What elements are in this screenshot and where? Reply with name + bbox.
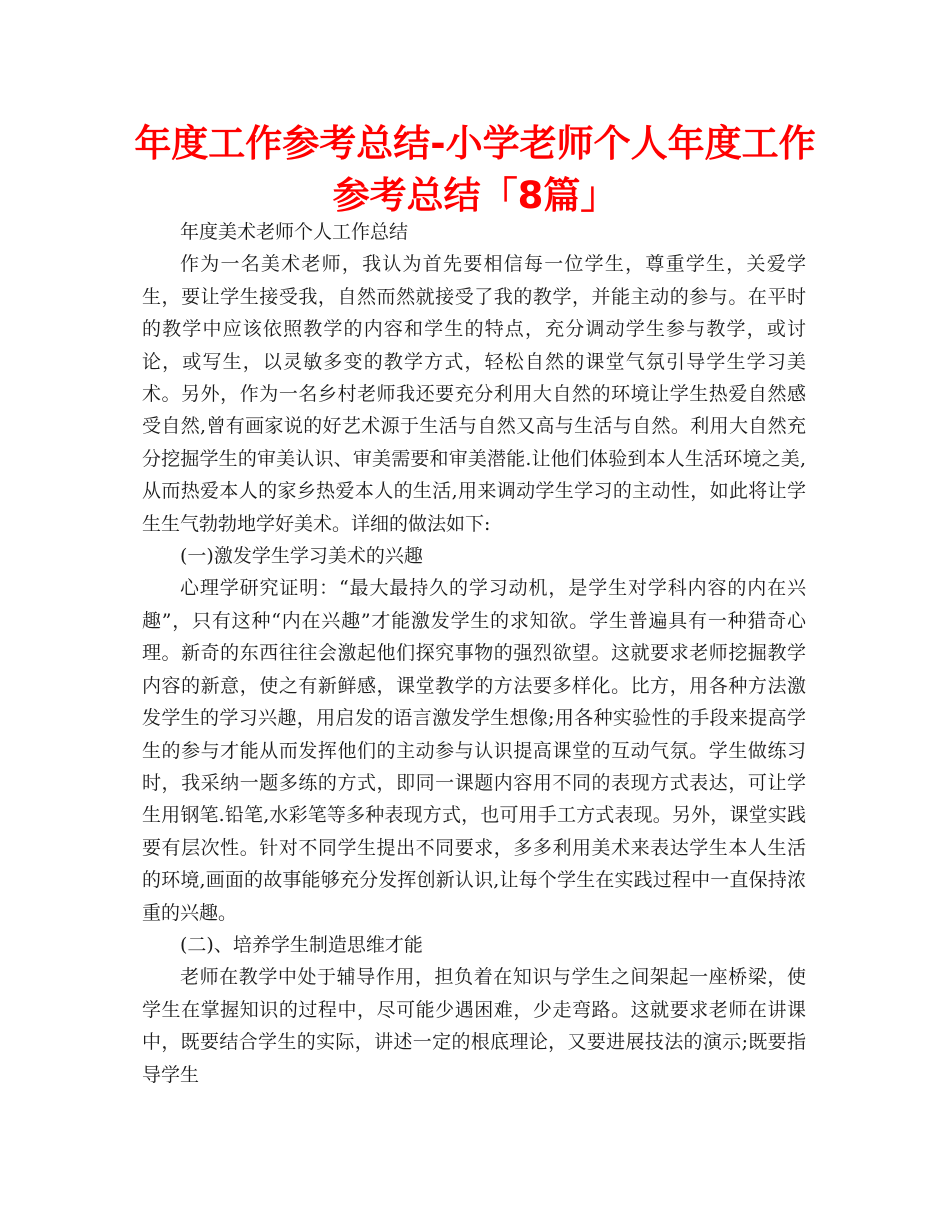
section-heading: 年度美术老师个人工作总结	[180, 221, 409, 243]
paragraph: 作为一名美术老师，我认为首先要相信每一位学生，尊重学生，关爱学生，要让学生接受我，自然而然就接受了我的教学，并能主动的参与。在平时的教学中应该依照教学的内容和学生的特点，充分调动学生参与教学，或讨论，或写生，以灵敏多变的教学方式，轻松自然的课堂气氛引导学生学习美术。另外，作为一名乡村老师我还要充分利用大自然的环境让学生热爱自然感受自然,曾有画家说的好艺术源于生活与自然又高与生活与自然。利用大自然充分挖掘学生的审美认识、审美需要和审美潜能.让他们体验到本人生活环境之美,从而热爱本人的家乡热爱本人的生活,用来调动学生学习的主动性，如此将让学生生气勃勃地学好美术。详细的做法如下:	[142, 253, 806, 535]
subsection-heading: (二)、培养学生制造思维才能	[180, 933, 423, 956]
paragraph: 心理学研究证明：“最大最持久的学习动机，是学生对学科内容的内在兴趣”，只有这种“内在兴趣”才能激发学生的求知欲。学生普遍具有一种猎奇心理。新奇的东西往往会激起他们探究事物的强烈欲望。这就要求老师挖掘教学内容的新意，使之有新鲜感，课堂教学的方法要多样化。比方，用各种方法激发学生的学习兴趣，用启发的语言激发学生想像;用各种实验性的手段来提高学生的参与才能从而发挥他们的主动参与认识提高课堂的互动气氛。学生做练习时，我采纳一题多练的方式，即同一课题内容用不同的表现方式表达，可让学生用钢笔.铅笔,水彩笔等多种表现方式，也可用手工方式表现。另外，课堂实践要有层次性。针对不同学生提出不同要求，多多利用美术来表达学生本人生活的环境,画面的故事能够充分发挥创新认识,让每个学生在实践过程中一直保持浓重的兴趣。	[142, 577, 806, 924]
document-body	[142, 216, 806, 1091]
subsection-heading: (一)激发学生学习美术的兴趣	[180, 545, 423, 568]
paragraph: 老师在教学中处于辅导作用，担负着在知识与学生之间架起一座桥梁，使学生在掌握知识的过程中，尽可能少遇困难，少走弯路。这就要求老师在讲课中，既要结合学生的实际，讲述一定的根底理论，又要进展技法的演示;既要指导学生	[142, 966, 806, 1086]
document-title: 年度工作参考总结-小学老师个人年度工作参考总结「8篇」	[134, 122, 816, 217]
